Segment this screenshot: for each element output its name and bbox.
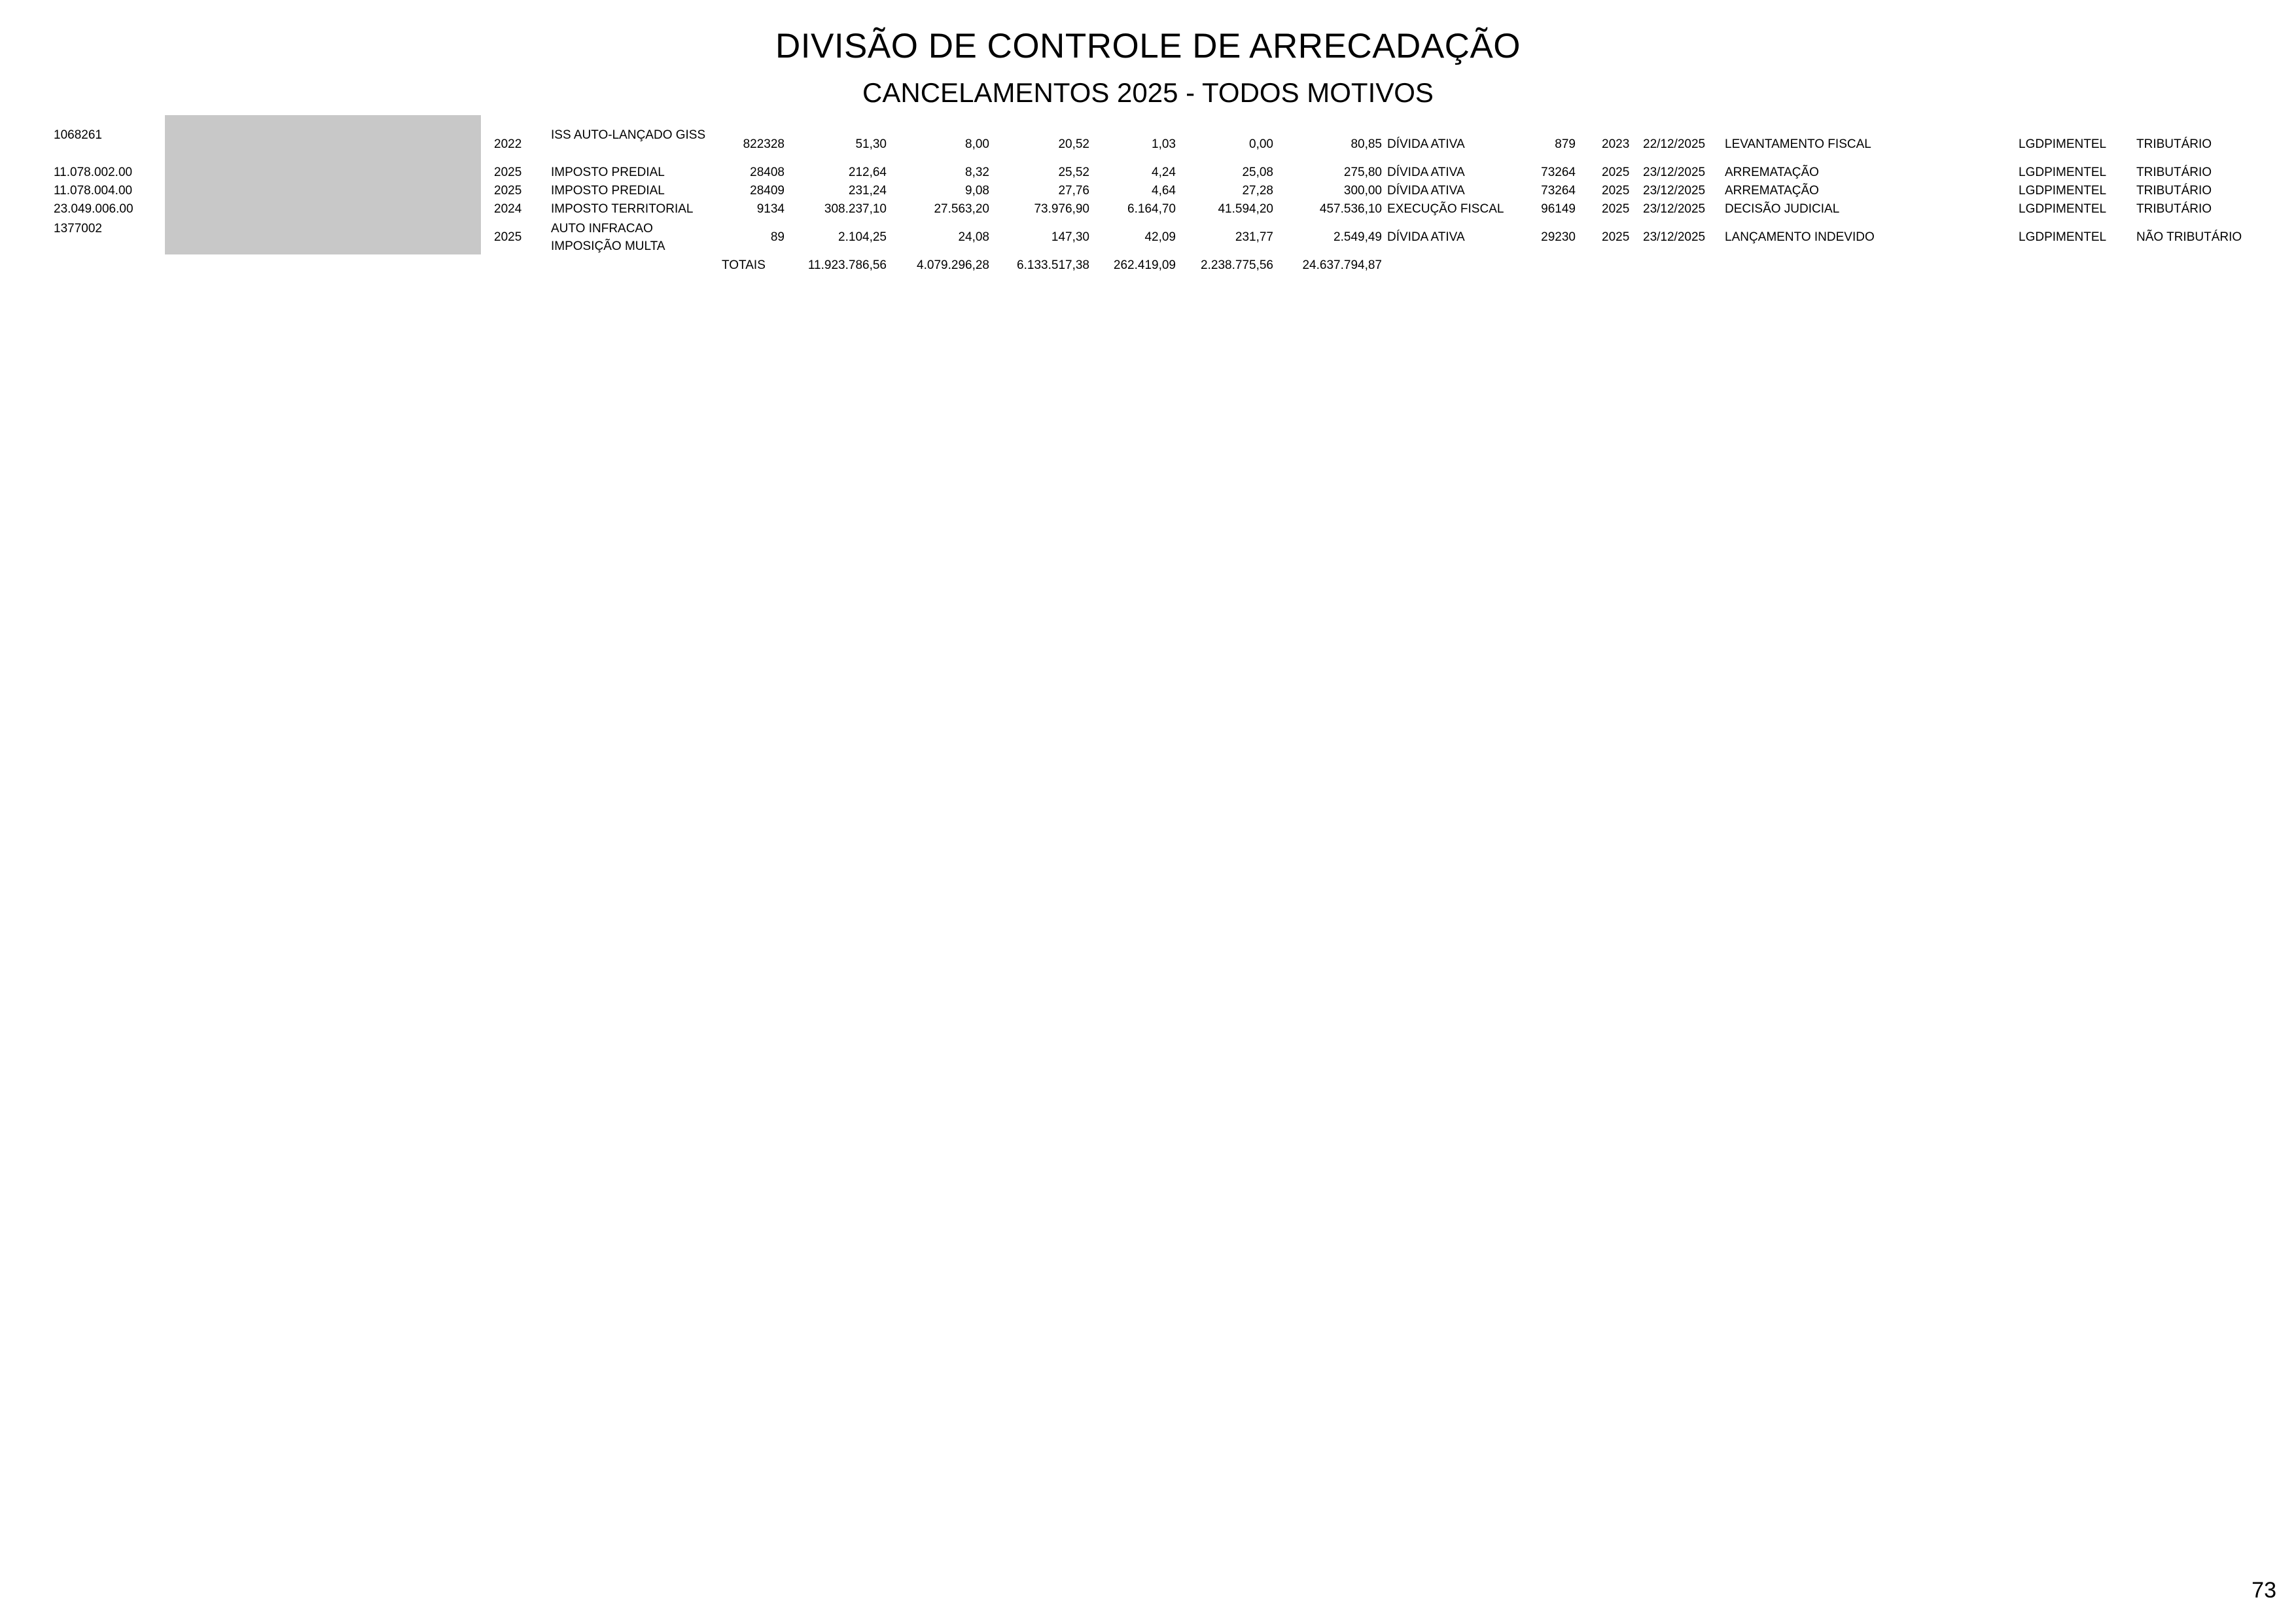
cell-lancamento: 28409 [750, 184, 785, 198]
cell-v1: 231,24 [848, 184, 887, 198]
cell-tipo: NÃO TRIBUTÁRIO [2136, 230, 2242, 244]
cell-usuario: LGDPIMENTEL [2019, 230, 2107, 244]
cell-lancamento: 89 [770, 230, 785, 244]
cell-inscricao: 11.078.002.00 [54, 166, 133, 179]
totals-v1: 11.923.786,56 [807, 258, 887, 272]
cell-ano-proc: 2025 [1602, 166, 1630, 179]
cell-inscricao: 1068261 [54, 128, 102, 142]
cell-data: 23/12/2025 [1643, 202, 1706, 216]
cell-v3: 20,52 [1058, 137, 1089, 151]
cell-situacao: EXECUÇÃO FISCAL [1387, 202, 1504, 216]
cell-processo: 96149 [1541, 202, 1576, 216]
cell-total: 2.549,49 [1333, 230, 1382, 244]
cell-ano-proc: 2023 [1602, 137, 1630, 151]
cell-tributo: IMPOSTO TERRITORIAL [551, 202, 694, 216]
cell-data: 23/12/2025 [1643, 230, 1706, 244]
cell-motivo: ARREMATAÇÃO [1725, 184, 1819, 198]
cell-v1: 2.104,25 [838, 230, 887, 244]
cell-usuario: LGDPIMENTEL [2019, 137, 2107, 151]
cell-situacao: DÍVIDA ATIVA [1387, 184, 1465, 198]
page-title: DIVISÃO DE CONTROLE DE ARRECADAÇÃO [775, 27, 1521, 65]
cell-v5: 27,28 [1242, 184, 1273, 198]
cell-motivo: LEVANTAMENTO FISCAL [1725, 137, 1871, 151]
cell-total: 80,85 [1351, 137, 1382, 151]
cell-v1: 308.237,10 [824, 202, 887, 216]
cell-situacao: DÍVIDA ATIVA [1387, 230, 1465, 244]
cell-situacao: DÍVIDA ATIVA [1387, 166, 1465, 179]
cell-tipo: TRIBUTÁRIO [2136, 184, 2212, 198]
cell-v3: 73.976,90 [1034, 202, 1089, 216]
cell-total: 300,00 [1343, 184, 1382, 198]
cell-tipo: TRIBUTÁRIO [2136, 202, 2212, 216]
cell-usuario: LGDPIMENTEL [2019, 166, 2107, 179]
cell-v4: 42,09 [1144, 230, 1176, 244]
cell-inscricao: 1377002 [54, 222, 102, 236]
cell-usuario: LGDPIMENTEL [2019, 184, 2107, 198]
cell-v4: 6.164,70 [1127, 202, 1176, 216]
cell-motivo: ARREMATAÇÃO [1725, 166, 1819, 179]
cell-ano: 2022 [494, 137, 522, 151]
cell-lancamento: 9134 [756, 202, 785, 216]
cell-v2: 27.563,20 [934, 202, 989, 216]
cell-total: 457.536,10 [1319, 202, 1382, 216]
totals-total: 24.637.794,87 [1302, 258, 1382, 272]
cell-v3: 25,52 [1058, 166, 1089, 179]
cell-v3: 27,76 [1058, 184, 1089, 198]
cell-v2: 8,32 [965, 166, 989, 179]
cell-v5: 0,00 [1249, 137, 1273, 151]
cell-v2: 9,08 [965, 184, 989, 198]
cell-v1: 51,30 [855, 137, 887, 151]
cell-motivo: DECISÃO JUDICIAL [1725, 202, 1840, 216]
cell-v1: 212,64 [848, 166, 887, 179]
totals-label: TOTAIS [722, 258, 766, 272]
cell-processo: 73264 [1541, 184, 1576, 198]
redacted-block [165, 115, 481, 254]
cell-tributo: IMPOSTO PREDIAL [551, 184, 665, 198]
cell-tributo: IMPOSTO PREDIAL [551, 166, 665, 179]
cell-data: 23/12/2025 [1643, 166, 1706, 179]
cell-v5: 231,77 [1235, 230, 1273, 244]
cell-ano: 2025 [494, 230, 522, 244]
cell-data: 23/12/2025 [1643, 184, 1706, 198]
cell-lancamento: 822328 [743, 137, 785, 151]
page-number: 73 [2252, 1578, 2276, 1603]
page-subtitle: CANCELAMENTOS 2025 - TODOS MOTIVOS [862, 77, 1434, 108]
cell-v4: 1,03 [1152, 137, 1176, 151]
cell-processo: 879 [1555, 137, 1576, 151]
totals-v5: 2.238.775,56 [1201, 258, 1273, 272]
cell-v5: 25,08 [1242, 166, 1273, 179]
totals-v4: 262.419,09 [1113, 258, 1176, 272]
cell-processo: 73264 [1541, 166, 1576, 179]
cell-ano-proc: 2025 [1602, 202, 1630, 216]
cell-tributo: AUTO INFRACAO [551, 222, 653, 236]
cell-v2: 8,00 [965, 137, 989, 151]
cell-v4: 4,64 [1152, 184, 1176, 198]
cell-ano: 2025 [494, 184, 522, 198]
totals-v3: 6.133.517,38 [1017, 258, 1089, 272]
cell-inscricao: 11.078.004.00 [54, 184, 133, 198]
cell-tributo: ISS AUTO-LANÇADO GISS [551, 128, 706, 142]
cell-ano-proc: 2025 [1602, 230, 1630, 244]
totals-v2: 4.079.296,28 [917, 258, 989, 272]
cell-processo: 29230 [1541, 230, 1576, 244]
cell-tipo: TRIBUTÁRIO [2136, 137, 2212, 151]
cell-lancamento: 28408 [750, 166, 785, 179]
cell-data: 22/12/2025 [1643, 137, 1706, 151]
cell-ano: 2024 [494, 202, 522, 216]
cell-ano-proc: 2025 [1602, 184, 1630, 198]
cell-tributo-linha2: IMPOSIÇÃO MULTA [551, 239, 665, 253]
cell-v4: 4,24 [1152, 166, 1176, 179]
cell-motivo: LANÇAMENTO INDEVIDO [1725, 230, 1875, 244]
cell-total: 275,80 [1343, 166, 1382, 179]
cell-usuario: LGDPIMENTEL [2019, 202, 2107, 216]
cell-ano: 2025 [494, 166, 522, 179]
cell-v5: 41.594,20 [1218, 202, 1273, 216]
cell-v2: 24,08 [958, 230, 989, 244]
cell-inscricao: 23.049.006.00 [54, 202, 133, 216]
cell-tipo: TRIBUTÁRIO [2136, 166, 2212, 179]
cell-situacao: DÍVIDA ATIVA [1387, 137, 1465, 151]
cell-v3: 147,30 [1051, 230, 1089, 244]
